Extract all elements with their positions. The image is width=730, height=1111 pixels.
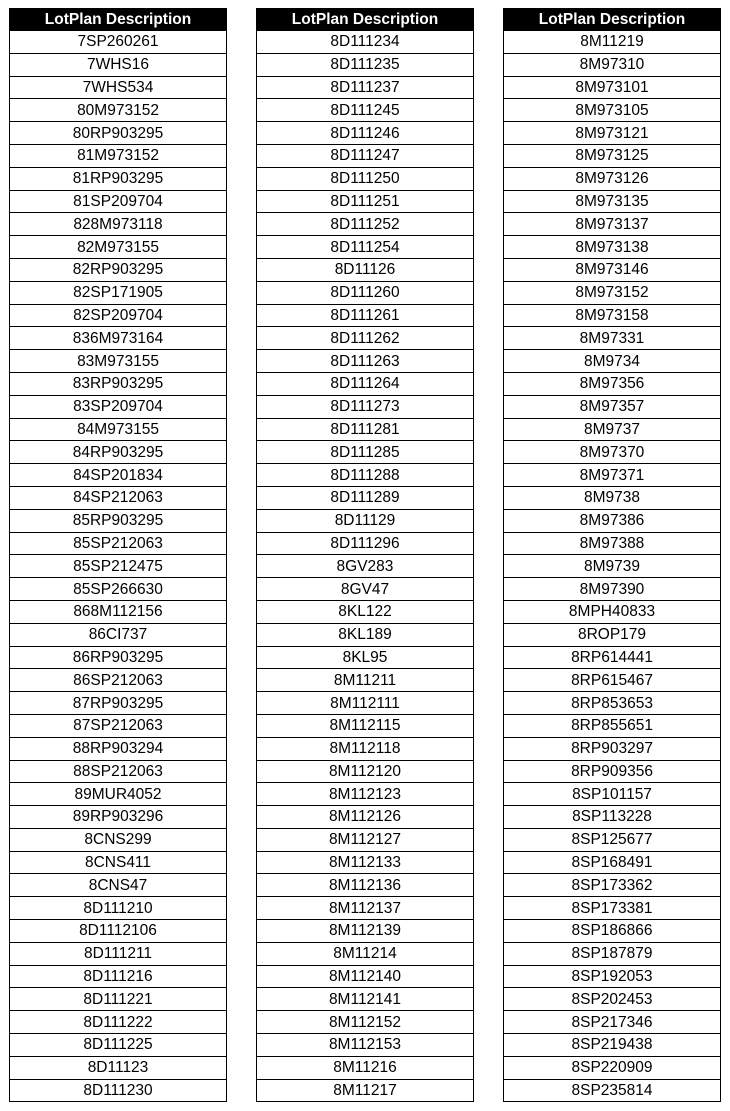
table-row bbox=[10, 395, 227, 418]
table-row bbox=[10, 806, 227, 829]
lotplan-cell: 8D111261 bbox=[257, 304, 474, 327]
table-row bbox=[504, 167, 721, 190]
lotplan-cell: 7WHS534 bbox=[10, 76, 227, 99]
table-row bbox=[504, 464, 721, 487]
lotplan-table-3 bbox=[503, 8, 721, 1102]
table-row bbox=[10, 327, 227, 350]
table-header-row bbox=[10, 9, 227, 31]
table-row bbox=[504, 942, 721, 965]
table-row bbox=[257, 395, 474, 418]
table-row bbox=[10, 236, 227, 259]
table-row bbox=[10, 646, 227, 669]
table-row bbox=[10, 669, 227, 692]
lotplan-cell: 86CI737 bbox=[10, 623, 227, 646]
table-row bbox=[10, 737, 227, 760]
lotplan-cell: 87RP903295 bbox=[10, 692, 227, 715]
table-header-row bbox=[257, 9, 474, 31]
lotplan-cell: 8RP853653 bbox=[504, 692, 721, 715]
lotplan-cell: 8D111237 bbox=[257, 76, 474, 99]
lotplan-cell: 8D111254 bbox=[257, 236, 474, 259]
table-row bbox=[504, 555, 721, 578]
table-row bbox=[10, 464, 227, 487]
lotplan-cell: 81M973152 bbox=[10, 144, 227, 167]
table-row bbox=[257, 965, 474, 988]
lotplan-cell: 8RP615467 bbox=[504, 669, 721, 692]
table-row bbox=[504, 760, 721, 783]
lotplan-cell: 8D111288 bbox=[257, 464, 474, 487]
lotplan-cell: 8D111247 bbox=[257, 144, 474, 167]
table-row bbox=[10, 897, 227, 920]
lotplan-cell: 8M9739 bbox=[504, 555, 721, 578]
lotplan-cell: 8CNS47 bbox=[10, 874, 227, 897]
lotplan-cell: 8M112118 bbox=[257, 737, 474, 760]
table-row bbox=[504, 190, 721, 213]
table-row bbox=[257, 236, 474, 259]
column-header: LotPlan Description bbox=[257, 9, 474, 31]
table-row bbox=[10, 988, 227, 1011]
table-row bbox=[257, 1056, 474, 1079]
lotplan-cell: 8SP101157 bbox=[504, 783, 721, 806]
lotplan-cell: 8M11217 bbox=[257, 1079, 474, 1102]
table-row bbox=[504, 31, 721, 54]
lotplan-cell: 8CNS411 bbox=[10, 851, 227, 874]
table-row bbox=[504, 281, 721, 304]
table-row bbox=[10, 942, 227, 965]
lotplan-cell: 8D11129 bbox=[257, 509, 474, 532]
lotplan-cell: 8M11211 bbox=[257, 669, 474, 692]
table-row bbox=[504, 578, 721, 601]
lotplan-cell: 8MPH40833 bbox=[504, 600, 721, 623]
lotplan-cell: 8D111230 bbox=[10, 1079, 227, 1102]
table-row bbox=[257, 555, 474, 578]
lotplan-cell: 8D111211 bbox=[10, 942, 227, 965]
lotplan-cell: 8D111263 bbox=[257, 350, 474, 373]
column-header: LotPlan Description bbox=[504, 9, 721, 31]
lotplan-cell: 8D11126 bbox=[257, 258, 474, 281]
table-row bbox=[10, 122, 227, 145]
lotplan-cell: 8M112126 bbox=[257, 806, 474, 829]
table-row bbox=[10, 692, 227, 715]
lotplan-cell: 86SP212063 bbox=[10, 669, 227, 692]
lotplan-cell: 8RP855651 bbox=[504, 714, 721, 737]
table-row bbox=[504, 669, 721, 692]
lotplan-cell: 8M9737 bbox=[504, 418, 721, 441]
lotplan-cell: 8D111289 bbox=[257, 486, 474, 509]
table-row bbox=[257, 327, 474, 350]
lotplan-cell: 8D111221 bbox=[10, 988, 227, 1011]
lotplan-cell: 8SP202453 bbox=[504, 988, 721, 1011]
table-row bbox=[504, 1056, 721, 1079]
table-row bbox=[257, 99, 474, 122]
table-row bbox=[504, 213, 721, 236]
table-row bbox=[504, 144, 721, 167]
lotplan-cell: 7WHS16 bbox=[10, 53, 227, 76]
lotplan-cell: 8M973121 bbox=[504, 122, 721, 145]
lotplan-cell: 8M112136 bbox=[257, 874, 474, 897]
lotplan-cell: 84M973155 bbox=[10, 418, 227, 441]
table-row bbox=[504, 988, 721, 1011]
lotplan-cell: 8GV283 bbox=[257, 555, 474, 578]
lotplan-cell: 82M973155 bbox=[10, 236, 227, 259]
table-row bbox=[257, 737, 474, 760]
lotplan-cell: 89RP903296 bbox=[10, 806, 227, 829]
table-row bbox=[257, 31, 474, 54]
table-row bbox=[10, 1011, 227, 1034]
table-row bbox=[10, 1056, 227, 1079]
lotplan-cell: 82RP903295 bbox=[10, 258, 227, 281]
lotplan-cell: 8D111296 bbox=[257, 532, 474, 555]
lotplan-cell: 8M112120 bbox=[257, 760, 474, 783]
table-row bbox=[10, 144, 227, 167]
table-row bbox=[504, 236, 721, 259]
table-row bbox=[10, 486, 227, 509]
lotplan-cell: 83SP209704 bbox=[10, 395, 227, 418]
table-row bbox=[257, 509, 474, 532]
lotplan-cell: 8M11216 bbox=[257, 1056, 474, 1079]
table-row bbox=[504, 327, 721, 350]
table-row bbox=[257, 988, 474, 1011]
lotplan-cell: 84SP212063 bbox=[10, 486, 227, 509]
table-row bbox=[10, 441, 227, 464]
lotplan-cell: 8D1112106 bbox=[10, 920, 227, 943]
table-row bbox=[10, 760, 227, 783]
lotplan-cell: 8M112141 bbox=[257, 988, 474, 1011]
lotplan-cell: 8M112133 bbox=[257, 851, 474, 874]
table-row bbox=[504, 646, 721, 669]
lotplan-cell: 8M97331 bbox=[504, 327, 721, 350]
lotplan-table-1 bbox=[9, 8, 227, 1102]
lotplan-cell: 8D111216 bbox=[10, 965, 227, 988]
table-row bbox=[257, 213, 474, 236]
lotplan-cell: 8SP235814 bbox=[504, 1079, 721, 1102]
table-row bbox=[257, 441, 474, 464]
lotplan-cell: 8RP614441 bbox=[504, 646, 721, 669]
table-row bbox=[504, 1011, 721, 1034]
lotplan-cell: 8SP168491 bbox=[504, 851, 721, 874]
table-body bbox=[257, 31, 474, 1102]
table-row bbox=[504, 874, 721, 897]
lotplan-cell: 8D111234 bbox=[257, 31, 474, 54]
lotplan-cell: 8D111264 bbox=[257, 372, 474, 395]
lotplan-cell: 8KL189 bbox=[257, 623, 474, 646]
lotplan-cell: 84SP201834 bbox=[10, 464, 227, 487]
table-row bbox=[257, 851, 474, 874]
lotplan-cell: 8M97370 bbox=[504, 441, 721, 464]
lotplan-cell: 8M112139 bbox=[257, 920, 474, 943]
lotplan-cell: 86RP903295 bbox=[10, 646, 227, 669]
lotplan-cell: 7SP260261 bbox=[10, 31, 227, 54]
lotplan-cell: 868M112156 bbox=[10, 600, 227, 623]
lotplan-cell: 8RP909356 bbox=[504, 760, 721, 783]
table-row bbox=[504, 600, 721, 623]
lotplan-cell: 85SP212063 bbox=[10, 532, 227, 555]
lotplan-cell: 8M973105 bbox=[504, 99, 721, 122]
lotplan-cell: 80M973152 bbox=[10, 99, 227, 122]
lotplan-cell: 8M973152 bbox=[504, 281, 721, 304]
lotplan-cell: 8SP217346 bbox=[504, 1011, 721, 1034]
column-header: LotPlan Description bbox=[10, 9, 227, 31]
lotplan-cell: 8SP187879 bbox=[504, 942, 721, 965]
lotplan-cell: 8M112111 bbox=[257, 692, 474, 715]
table-row bbox=[10, 783, 227, 806]
lotplan-cell: 8M9734 bbox=[504, 350, 721, 373]
table-row bbox=[10, 874, 227, 897]
lotplan-cell: 8M973101 bbox=[504, 76, 721, 99]
table-row bbox=[10, 532, 227, 555]
table-row bbox=[10, 281, 227, 304]
lotplan-cell: 836M973164 bbox=[10, 327, 227, 350]
table-row bbox=[257, 418, 474, 441]
lotplan-cell: 8M11219 bbox=[504, 31, 721, 54]
lotplan-cell: 8M973125 bbox=[504, 144, 721, 167]
lotplan-cell: 8M112127 bbox=[257, 828, 474, 851]
lotplan-cell: 85RP903295 bbox=[10, 509, 227, 532]
table-row bbox=[10, 53, 227, 76]
table-row bbox=[10, 190, 227, 213]
lotplan-cell: 83M973155 bbox=[10, 350, 227, 373]
lotplan-cell: 8KL122 bbox=[257, 600, 474, 623]
lotplan-cell: 8SP173381 bbox=[504, 897, 721, 920]
lotplan-cell: 8D111246 bbox=[257, 122, 474, 145]
lotplan-cell: 8M112137 bbox=[257, 897, 474, 920]
lotplan-cell: 8D111251 bbox=[257, 190, 474, 213]
lotplan-cell: 8M97388 bbox=[504, 532, 721, 555]
table-row bbox=[257, 874, 474, 897]
table-row bbox=[504, 258, 721, 281]
table-row bbox=[504, 76, 721, 99]
table-row bbox=[504, 623, 721, 646]
lotplan-cell: 8M11214 bbox=[257, 942, 474, 965]
table-row bbox=[504, 486, 721, 509]
table-row bbox=[257, 167, 474, 190]
lotplan-cell: 80RP903295 bbox=[10, 122, 227, 145]
lotplan-cell: 81SP209704 bbox=[10, 190, 227, 213]
lotplan-cell: 88RP903294 bbox=[10, 737, 227, 760]
table-row bbox=[504, 851, 721, 874]
table-row bbox=[10, 258, 227, 281]
lotplan-cell: 8M97390 bbox=[504, 578, 721, 601]
lotplan-cell: 82SP209704 bbox=[10, 304, 227, 327]
lotplan-cell: 828M973118 bbox=[10, 213, 227, 236]
lotplan-cell: 8D111260 bbox=[257, 281, 474, 304]
table-row bbox=[257, 897, 474, 920]
lotplan-cell: 8GV47 bbox=[257, 578, 474, 601]
table-row bbox=[257, 600, 474, 623]
table-row bbox=[257, 646, 474, 669]
table-row bbox=[504, 1079, 721, 1102]
table-row bbox=[10, 304, 227, 327]
table-row bbox=[10, 600, 227, 623]
lotplan-cell: 8M973135 bbox=[504, 190, 721, 213]
table-row bbox=[10, 1034, 227, 1057]
table-row bbox=[10, 920, 227, 943]
lotplan-cell: 8M112115 bbox=[257, 714, 474, 737]
table-row bbox=[257, 623, 474, 646]
table-row bbox=[10, 418, 227, 441]
table-row bbox=[10, 578, 227, 601]
table-row bbox=[10, 623, 227, 646]
table-row bbox=[10, 851, 227, 874]
lotplan-cell: 8D111250 bbox=[257, 167, 474, 190]
lotplan-cell: 87SP212063 bbox=[10, 714, 227, 737]
table-row bbox=[257, 372, 474, 395]
table-row bbox=[10, 76, 227, 99]
lotplan-cell: 8D111210 bbox=[10, 897, 227, 920]
lotplan-cell: 8SP125677 bbox=[504, 828, 721, 851]
table-row bbox=[504, 692, 721, 715]
lotplan-cell: 8M973126 bbox=[504, 167, 721, 190]
lotplan-cell: 8SP219438 bbox=[504, 1034, 721, 1057]
lotplan-cell: 8M97371 bbox=[504, 464, 721, 487]
lotplan-cell: 8M112152 bbox=[257, 1011, 474, 1034]
lotplan-cell: 8M973138 bbox=[504, 236, 721, 259]
lotplan-cell: 8M97310 bbox=[504, 53, 721, 76]
table-row bbox=[10, 99, 227, 122]
lotplan-cell: 8M97386 bbox=[504, 509, 721, 532]
table-body bbox=[10, 31, 227, 1102]
table-row bbox=[504, 532, 721, 555]
lotplan-cell: 8D111245 bbox=[257, 99, 474, 122]
lotplan-cell: 8CNS299 bbox=[10, 828, 227, 851]
table-row bbox=[257, 464, 474, 487]
lotplan-cell: 8M112123 bbox=[257, 783, 474, 806]
table-row bbox=[10, 1079, 227, 1102]
table-row bbox=[504, 714, 721, 737]
table-row bbox=[257, 669, 474, 692]
lotplan-cell: 85SP212475 bbox=[10, 555, 227, 578]
table-row bbox=[257, 258, 474, 281]
lotplan-cell: 8SP173362 bbox=[504, 874, 721, 897]
table-row bbox=[257, 304, 474, 327]
lotplan-cell: 81RP903295 bbox=[10, 167, 227, 190]
table-row bbox=[257, 1079, 474, 1102]
lotplan-cell: 8RP903297 bbox=[504, 737, 721, 760]
table-row bbox=[504, 897, 721, 920]
lotplan-cell: 8D111225 bbox=[10, 1034, 227, 1057]
table-header-row bbox=[504, 9, 721, 31]
table-body bbox=[504, 31, 721, 1102]
lotplan-cell: 8D111222 bbox=[10, 1011, 227, 1034]
table-row bbox=[504, 509, 721, 532]
table-row bbox=[257, 920, 474, 943]
table-row bbox=[10, 509, 227, 532]
table-row bbox=[257, 714, 474, 737]
table-row bbox=[10, 350, 227, 373]
table-row bbox=[257, 942, 474, 965]
lotplan-cell: 8SP220909 bbox=[504, 1056, 721, 1079]
table-row bbox=[504, 372, 721, 395]
lotplan-cell: 8ROP179 bbox=[504, 623, 721, 646]
lotplan-cell: 8D111235 bbox=[257, 53, 474, 76]
lotplan-cell: 85SP266630 bbox=[10, 578, 227, 601]
table-row bbox=[504, 122, 721, 145]
table-row bbox=[257, 281, 474, 304]
lotplan-cell: 8SP186866 bbox=[504, 920, 721, 943]
table-row bbox=[257, 144, 474, 167]
lotplan-cell: 8D11123 bbox=[10, 1056, 227, 1079]
lotplan-cell: 84RP903295 bbox=[10, 441, 227, 464]
table-row bbox=[504, 920, 721, 943]
table-row bbox=[10, 213, 227, 236]
table-row bbox=[257, 1011, 474, 1034]
table-row bbox=[10, 714, 227, 737]
table-row bbox=[257, 190, 474, 213]
table-row bbox=[504, 783, 721, 806]
lotplan-cell: 89MUR4052 bbox=[10, 783, 227, 806]
lotplan-cell: 8SP192053 bbox=[504, 965, 721, 988]
lotplan-cell: 8D111252 bbox=[257, 213, 474, 236]
lotplan-cell: 8M97356 bbox=[504, 372, 721, 395]
lotplan-cell: 8D111281 bbox=[257, 418, 474, 441]
table-row bbox=[10, 555, 227, 578]
lotplan-cell: 8M9738 bbox=[504, 486, 721, 509]
table-row bbox=[504, 53, 721, 76]
table-row bbox=[504, 1034, 721, 1057]
table-row bbox=[257, 692, 474, 715]
table-row bbox=[10, 965, 227, 988]
table-row bbox=[504, 350, 721, 373]
table-row bbox=[504, 304, 721, 327]
lotplan-cell: 8M973158 bbox=[504, 304, 721, 327]
lotplan-cell: 8D111273 bbox=[257, 395, 474, 418]
lotplan-table-2 bbox=[256, 8, 474, 1102]
lotplan-cell: 8M973146 bbox=[504, 258, 721, 281]
table-row bbox=[504, 965, 721, 988]
lotplan-cell: 8D111262 bbox=[257, 327, 474, 350]
lotplan-cell: 82SP171905 bbox=[10, 281, 227, 304]
table-row bbox=[257, 532, 474, 555]
table-row bbox=[10, 372, 227, 395]
table-row bbox=[257, 350, 474, 373]
table-row bbox=[10, 31, 227, 54]
lotplan-cell: 8M973137 bbox=[504, 213, 721, 236]
lotplan-cell: 8M97357 bbox=[504, 395, 721, 418]
table-row bbox=[504, 395, 721, 418]
table-row bbox=[504, 441, 721, 464]
lotplan-cell: 8KL95 bbox=[257, 646, 474, 669]
table-row bbox=[504, 418, 721, 441]
table-row bbox=[257, 760, 474, 783]
table-row bbox=[257, 53, 474, 76]
table-row bbox=[257, 783, 474, 806]
table-row bbox=[504, 806, 721, 829]
table-row bbox=[257, 806, 474, 829]
lotplan-cell: 8M112140 bbox=[257, 965, 474, 988]
table-row bbox=[10, 828, 227, 851]
table-row bbox=[257, 578, 474, 601]
table-row bbox=[257, 122, 474, 145]
table-row bbox=[257, 76, 474, 99]
lotplan-cell: 8SP113228 bbox=[504, 806, 721, 829]
table-row bbox=[504, 737, 721, 760]
lotplan-cell: 8D111285 bbox=[257, 441, 474, 464]
lotplan-cell: 8M112153 bbox=[257, 1034, 474, 1057]
table-row bbox=[10, 167, 227, 190]
lotplan-cell: 83RP903295 bbox=[10, 372, 227, 395]
table-row bbox=[257, 486, 474, 509]
table-row bbox=[504, 828, 721, 851]
lotplan-cell: 88SP212063 bbox=[10, 760, 227, 783]
table-row bbox=[504, 99, 721, 122]
table-row bbox=[257, 1034, 474, 1057]
table-row bbox=[257, 828, 474, 851]
